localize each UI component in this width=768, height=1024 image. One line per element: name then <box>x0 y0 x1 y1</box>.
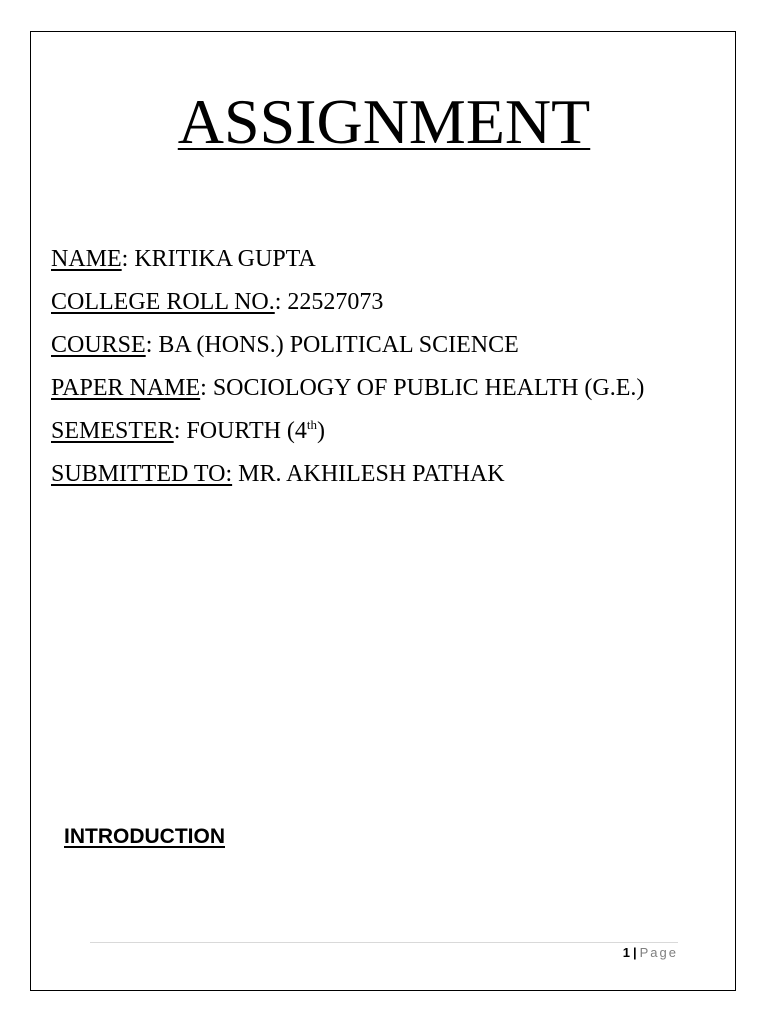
field-roll-number <box>51 281 731 324</box>
field-submitted-to-value: MR. AKHILESH PATHAK <box>238 461 505 487</box>
field-semester-label: SEMESTER <box>51 418 174 444</box>
field-course <box>51 324 731 367</box>
field-name-value: KRITIKA GUPTA <box>134 246 316 272</box>
introduction-heading: INTRODUCTION <box>64 825 225 848</box>
field-paper-name-separator: : <box>200 375 213 401</box>
field-submitted-to-label: SUBMITTED TO: <box>51 461 233 487</box>
field-name-label: NAME <box>51 246 122 272</box>
field-name-separator: : <box>121 246 135 272</box>
field-course-separator: : <box>145 332 159 358</box>
document-title-text: ASSIGNMENT <box>177 86 591 157</box>
field-course-value: BA (HONS.) POLITICAL SCIENCE <box>158 332 519 358</box>
student-details <box>51 238 731 496</box>
field-paper-name <box>51 367 731 410</box>
field-roll-number-separator: : <box>274 289 288 315</box>
field-semester-separator: : <box>173 418 187 444</box>
field-course-label: COURSE <box>51 332 146 358</box>
field-name <box>51 238 731 281</box>
field-submitted-to <box>51 453 731 496</box>
field-roll-number-value: 22527073 <box>287 289 384 315</box>
page-separator: | <box>632 945 637 960</box>
field-semester-value: FOURTH (4 <box>186 418 307 444</box>
field-semester <box>51 410 731 453</box>
footer-rule <box>90 942 678 943</box>
document-title <box>0 82 768 162</box>
field-paper-name-label: PAPER NAME <box>51 375 201 401</box>
field-semester-close: ) <box>317 418 326 444</box>
field-semester-ordinal: th <box>306 417 318 432</box>
field-paper-name-value: SOCIOLOGY OF PUBLIC HEALTH (G.E.) <box>212 375 645 401</box>
page-number: 1 <box>622 945 630 960</box>
field-roll-number-label: COLLEGE ROLL NO. <box>51 289 275 315</box>
page-word: Page <box>639 945 678 960</box>
page-footer <box>623 944 678 962</box>
